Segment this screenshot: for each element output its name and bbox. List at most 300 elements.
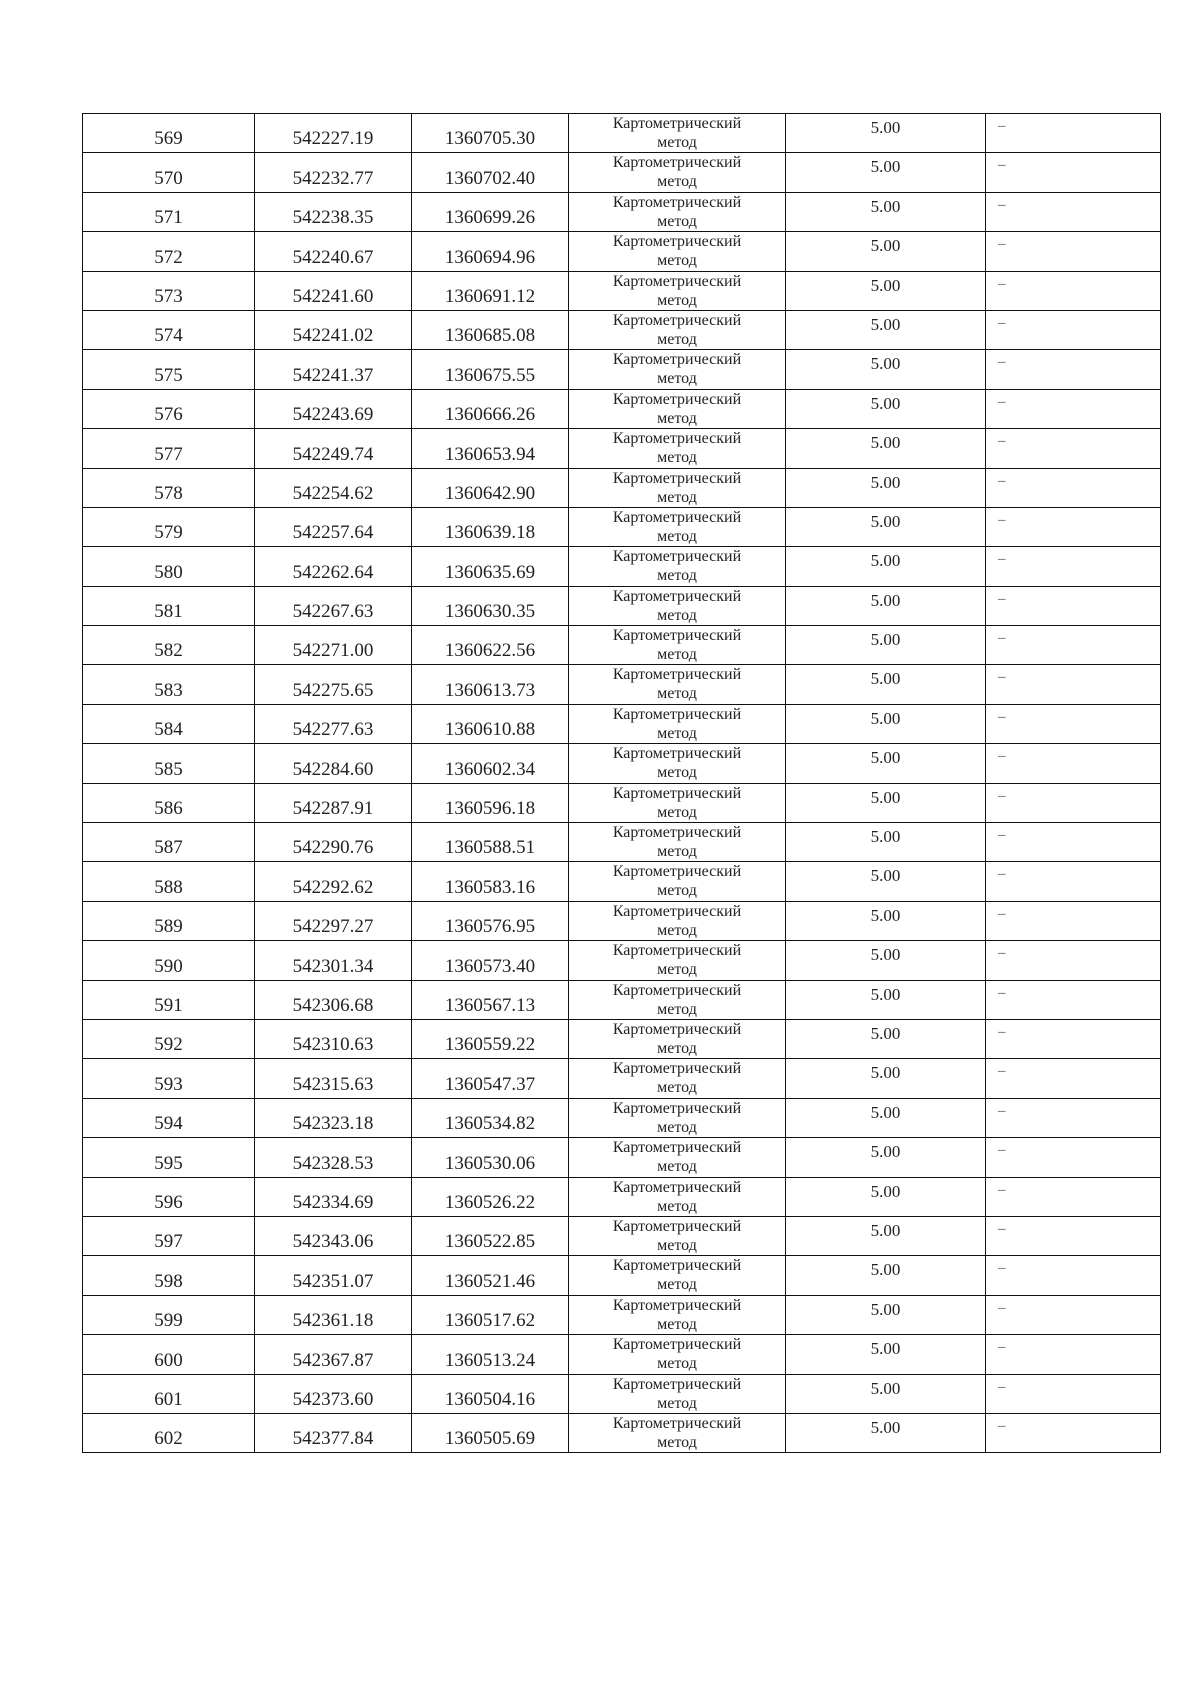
table-row [83,114,1161,153]
x-coordinate-cell: 542297.27 [255,901,412,940]
x-coordinate-cell: 542241.37 [255,350,412,389]
note-cell: – [986,1216,1161,1255]
table-row [83,665,1161,704]
method-line-2: метод [657,291,697,309]
note-cell: – [986,1413,1161,1452]
x-coordinate-cell: 542377.84 [255,1413,412,1452]
method-line-2: метод [657,606,697,624]
y-coordinate-cell: 1360573.40 [412,941,569,980]
method-line-2: метод [657,1000,697,1018]
note-cell: – [986,232,1161,271]
accuracy-cell: 5.00 [786,1019,986,1058]
note-cell: – [986,310,1161,349]
method-cell [569,980,786,1019]
point-number-cell: 578 [83,468,255,507]
method-cell [569,704,786,743]
accuracy-cell: 5.00 [786,1256,986,1295]
method-cell [569,468,786,507]
method-cell [569,586,786,625]
note-cell: – [986,1177,1161,1216]
point-number-cell: 572 [83,232,255,271]
accuracy-cell: 5.00 [786,1138,986,1177]
note-cell: – [986,704,1161,743]
y-coordinate-cell: 1360622.56 [412,626,569,665]
method-line-1: Картометрический [612,745,742,763]
note-cell: – [986,1374,1161,1413]
method-line-2: метод [657,488,697,506]
method-line-2: метод [657,527,697,545]
y-coordinate-cell: 1360613.73 [412,665,569,704]
coordinates-table [82,113,1161,1453]
point-number-cell: 589 [83,901,255,940]
table-row [83,704,1161,743]
method-cell [569,1374,786,1413]
x-coordinate-cell: 542254.62 [255,468,412,507]
y-coordinate-cell: 1360504.16 [412,1374,569,1413]
point-number-cell: 591 [83,980,255,1019]
y-coordinate-cell: 1360705.30 [412,114,569,153]
accuracy-cell: 5.00 [786,1098,986,1137]
note-cell: – [986,1138,1161,1177]
method-line-1: Картометрический [612,1178,742,1196]
x-coordinate-cell: 542275.65 [255,665,412,704]
method-line-1: Картометрический [612,351,742,369]
y-coordinate-cell: 1360588.51 [412,823,569,862]
point-number-cell: 582 [83,626,255,665]
method-line-1: Картометрический [612,1296,742,1314]
coordinates-table-body [83,114,1161,1453]
table-row [83,1295,1161,1334]
note-cell: – [986,271,1161,310]
method-line-2: метод [657,764,697,782]
y-coordinate-cell: 1360642.90 [412,468,569,507]
note-cell: – [986,153,1161,192]
accuracy-cell: 5.00 [786,310,986,349]
point-number-cell: 569 [83,114,255,153]
method-cell [569,1059,786,1098]
accuracy-cell: 5.00 [786,665,986,704]
method-cell [569,744,786,783]
method-line-1: Картометрический [612,705,742,723]
method-line-2: метод [657,370,697,388]
table-row [83,271,1161,310]
point-number-cell: 593 [83,1059,255,1098]
accuracy-cell: 5.00 [786,586,986,625]
point-number-cell: 577 [83,429,255,468]
accuracy-cell: 5.00 [786,192,986,231]
method-line-1: Картометрический [612,1020,742,1038]
method-cell [569,1177,786,1216]
method-line-1: Картометрический [612,587,742,605]
method-line-2: метод [657,252,697,270]
method-line-1: Картометрический [612,627,742,645]
method-line-1: Картометрический [612,430,742,448]
note-cell: – [986,1098,1161,1137]
accuracy-cell: 5.00 [786,153,986,192]
y-coordinate-cell: 1360685.08 [412,310,569,349]
method-line-1: Картометрический [612,193,742,211]
y-coordinate-cell: 1360653.94 [412,429,569,468]
y-coordinate-cell: 1360559.22 [412,1019,569,1058]
x-coordinate-cell: 542373.60 [255,1374,412,1413]
table-row [83,350,1161,389]
accuracy-cell: 5.00 [786,1295,986,1334]
point-number-cell: 575 [83,350,255,389]
note-cell: – [986,862,1161,901]
table-row [83,1177,1161,1216]
table-row [83,1374,1161,1413]
table-row [83,468,1161,507]
y-coordinate-cell: 1360521.46 [412,1256,569,1295]
x-coordinate-cell: 542271.00 [255,626,412,665]
y-coordinate-cell: 1360576.95 [412,901,569,940]
x-coordinate-cell: 542262.64 [255,547,412,586]
y-coordinate-cell: 1360517.62 [412,1295,569,1334]
note-cell: – [986,901,1161,940]
method-line-1: Картометрический [612,942,742,960]
table-row [83,941,1161,980]
accuracy-cell: 5.00 [786,1059,986,1098]
method-line-1: Картометрический [612,390,742,408]
point-number-cell: 585 [83,744,255,783]
y-coordinate-cell: 1360583.16 [412,862,569,901]
method-line-1: Картометрический [612,154,742,172]
table-row [83,389,1161,428]
table-row [83,1138,1161,1177]
method-line-2: метод [657,1118,697,1136]
point-number-cell: 592 [83,1019,255,1058]
y-coordinate-cell: 1360639.18 [412,507,569,546]
note-cell: – [986,114,1161,153]
point-number-cell: 571 [83,192,255,231]
table-row [83,744,1161,783]
method-line-2: метод [657,803,697,821]
method-cell [569,665,786,704]
method-line-2: метод [657,212,697,230]
accuracy-cell: 5.00 [786,468,986,507]
note-cell: – [986,192,1161,231]
table-row [83,232,1161,271]
table-row [83,783,1161,822]
accuracy-cell: 5.00 [786,1177,986,1216]
point-number-cell: 581 [83,586,255,625]
method-line-1: Картометрический [612,902,742,920]
point-number-cell: 586 [83,783,255,822]
accuracy-cell: 5.00 [786,941,986,980]
accuracy-cell: 5.00 [786,783,986,822]
method-line-2: метод [657,961,697,979]
method-line-2: метод [657,1315,697,1333]
x-coordinate-cell: 542241.60 [255,271,412,310]
y-coordinate-cell: 1360699.26 [412,192,569,231]
y-coordinate-cell: 1360635.69 [412,547,569,586]
y-coordinate-cell: 1360567.13 [412,980,569,1019]
y-coordinate-cell: 1360522.85 [412,1216,569,1255]
note-cell: – [986,468,1161,507]
method-line-1: Картометрический [612,272,742,290]
x-coordinate-cell: 542277.63 [255,704,412,743]
x-coordinate-cell: 542249.74 [255,429,412,468]
accuracy-cell: 5.00 [786,114,986,153]
method-line-2: метод [657,921,697,939]
note-cell: – [986,1295,1161,1334]
method-line-1: Картометрический [612,115,742,132]
method-line-2: метод [657,646,697,664]
method-line-2: метод [657,1158,697,1176]
accuracy-cell: 5.00 [786,1216,986,1255]
method-line-1: Картометрический [612,311,742,329]
point-number-cell: 576 [83,389,255,428]
note-cell: – [986,350,1161,389]
accuracy-cell: 5.00 [786,704,986,743]
accuracy-cell: 5.00 [786,1374,986,1413]
method-line-2: метод [657,330,697,348]
method-line-2: метод [657,843,697,861]
point-number-cell: 584 [83,704,255,743]
method-line-2: метод [657,409,697,427]
table-row [83,1059,1161,1098]
accuracy-cell: 5.00 [786,507,986,546]
note-cell: – [986,1019,1161,1058]
note-cell: – [986,783,1161,822]
table-row [83,901,1161,940]
method-line-1: Картометрический [612,1375,742,1393]
method-line-1: Картометрический [612,233,742,251]
method-line-1: Картометрический [612,548,742,566]
table-row [83,1098,1161,1137]
method-cell [569,192,786,231]
note-cell: – [986,1335,1161,1374]
point-number-cell: 597 [83,1216,255,1255]
point-number-cell: 580 [83,547,255,586]
method-cell [569,1335,786,1374]
y-coordinate-cell: 1360505.69 [412,1413,569,1452]
accuracy-cell: 5.00 [786,626,986,665]
note-cell: – [986,941,1161,980]
accuracy-cell: 5.00 [786,429,986,468]
x-coordinate-cell: 542367.87 [255,1335,412,1374]
note-cell: – [986,586,1161,625]
method-line-2: метод [657,134,697,151]
method-cell [569,1413,786,1452]
note-cell: – [986,665,1161,704]
point-number-cell: 594 [83,1098,255,1137]
accuracy-cell: 5.00 [786,744,986,783]
x-coordinate-cell: 542292.62 [255,862,412,901]
method-cell [569,429,786,468]
method-cell [569,232,786,271]
x-coordinate-cell: 542315.63 [255,1059,412,1098]
table-row [83,1216,1161,1255]
table-row [83,192,1161,231]
method-cell [569,823,786,862]
x-coordinate-cell: 542351.07 [255,1256,412,1295]
note-cell: – [986,823,1161,862]
method-line-1: Картометрический [612,784,742,802]
y-coordinate-cell: 1360675.55 [412,350,569,389]
method-line-1: Картометрический [612,1257,742,1275]
point-number-cell: 598 [83,1256,255,1295]
point-number-cell: 602 [83,1413,255,1452]
y-coordinate-cell: 1360596.18 [412,783,569,822]
x-coordinate-cell: 542267.63 [255,586,412,625]
table-row [83,1335,1161,1374]
method-cell [569,507,786,546]
note-cell: – [986,1059,1161,1098]
table-row [83,1413,1161,1452]
method-cell [569,1138,786,1177]
accuracy-cell: 5.00 [786,862,986,901]
method-line-2: метод [657,173,697,191]
method-line-1: Картометрический [612,1139,742,1157]
table-row [83,626,1161,665]
note-cell: – [986,389,1161,428]
accuracy-cell: 5.00 [786,232,986,271]
point-number-cell: 583 [83,665,255,704]
accuracy-cell: 5.00 [786,901,986,940]
point-number-cell: 595 [83,1138,255,1177]
y-coordinate-cell: 1360602.34 [412,744,569,783]
method-line-2: метод [657,1433,697,1451]
method-cell [569,1098,786,1137]
accuracy-cell: 5.00 [786,1413,986,1452]
y-coordinate-cell: 1360630.35 [412,586,569,625]
x-coordinate-cell: 542284.60 [255,744,412,783]
method-line-2: метод [657,1079,697,1097]
note-cell: – [986,429,1161,468]
y-coordinate-cell: 1360513.24 [412,1335,569,1374]
note-cell: – [986,744,1161,783]
table-row [83,547,1161,586]
method-line-2: метод [657,1236,697,1254]
point-number-cell: 573 [83,271,255,310]
x-coordinate-cell: 542361.18 [255,1295,412,1334]
x-coordinate-cell: 542241.02 [255,310,412,349]
accuracy-cell: 5.00 [786,271,986,310]
table-row [83,153,1161,192]
table-row [83,980,1161,1019]
point-number-cell: 590 [83,941,255,980]
x-coordinate-cell: 542257.64 [255,507,412,546]
note-cell: – [986,626,1161,665]
table-row [83,310,1161,349]
method-line-2: метод [657,882,697,900]
point-number-cell: 570 [83,153,255,192]
method-line-1: Картометрический [612,824,742,842]
method-cell [569,389,786,428]
x-coordinate-cell: 542328.53 [255,1138,412,1177]
method-line-2: метод [657,685,697,703]
x-coordinate-cell: 542243.69 [255,389,412,428]
method-line-2: метод [657,724,697,742]
accuracy-cell: 5.00 [786,1335,986,1374]
method-line-2: метод [657,1197,697,1215]
x-coordinate-cell: 542287.91 [255,783,412,822]
method-cell [569,547,786,586]
table-row [83,429,1161,468]
method-line-1: Картометрический [612,1414,742,1432]
x-coordinate-cell: 542240.67 [255,232,412,271]
note-cell: – [986,547,1161,586]
method-cell [569,1256,786,1295]
method-line-2: метод [657,1394,697,1412]
x-coordinate-cell: 542227.19 [255,114,412,153]
method-line-1: Картометрический [612,981,742,999]
point-number-cell: 600 [83,1335,255,1374]
method-line-2: метод [657,1355,697,1373]
method-cell [569,1019,786,1058]
x-coordinate-cell: 542334.69 [255,1177,412,1216]
note-cell: – [986,980,1161,1019]
method-cell [569,862,786,901]
method-cell [569,271,786,310]
y-coordinate-cell: 1360666.26 [412,389,569,428]
method-line-2: метод [657,1276,697,1294]
table-row [83,1256,1161,1295]
y-coordinate-cell: 1360691.12 [412,271,569,310]
y-coordinate-cell: 1360694.96 [412,232,569,271]
table-row [83,1019,1161,1058]
method-line-1: Картометрический [612,1099,742,1117]
method-line-1: Картометрический [612,469,742,487]
accuracy-cell: 5.00 [786,980,986,1019]
point-number-cell: 587 [83,823,255,862]
table-row [83,862,1161,901]
method-cell [569,783,786,822]
method-line-2: метод [657,449,697,467]
accuracy-cell: 5.00 [786,389,986,428]
table-row [83,586,1161,625]
method-cell [569,1216,786,1255]
point-number-cell: 596 [83,1177,255,1216]
point-number-cell: 574 [83,310,255,349]
method-line-1: Картометрический [612,863,742,881]
method-cell [569,901,786,940]
y-coordinate-cell: 1360702.40 [412,153,569,192]
x-coordinate-cell: 542238.35 [255,192,412,231]
accuracy-cell: 5.00 [786,547,986,586]
y-coordinate-cell: 1360526.22 [412,1177,569,1216]
point-number-cell: 599 [83,1295,255,1334]
y-coordinate-cell: 1360547.37 [412,1059,569,1098]
method-cell [569,1295,786,1334]
method-cell [569,626,786,665]
method-line-1: Картометрический [612,1060,742,1078]
note-cell: – [986,1256,1161,1295]
y-coordinate-cell: 1360610.88 [412,704,569,743]
method-line-2: метод [657,567,697,585]
point-number-cell: 601 [83,1374,255,1413]
y-coordinate-cell: 1360534.82 [412,1098,569,1137]
point-number-cell: 579 [83,507,255,546]
y-coordinate-cell: 1360530.06 [412,1138,569,1177]
method-line-1: Картометрический [612,666,742,684]
method-cell [569,153,786,192]
x-coordinate-cell: 542232.77 [255,153,412,192]
point-number-cell: 588 [83,862,255,901]
accuracy-cell: 5.00 [786,350,986,389]
x-coordinate-cell: 542343.06 [255,1216,412,1255]
x-coordinate-cell: 542306.68 [255,980,412,1019]
note-cell: – [986,507,1161,546]
method-cell [569,114,786,153]
table-row [83,507,1161,546]
x-coordinate-cell: 542290.76 [255,823,412,862]
x-coordinate-cell: 542301.34 [255,941,412,980]
method-cell [569,941,786,980]
x-coordinate-cell: 542323.18 [255,1098,412,1137]
method-line-1: Картометрический [612,508,742,526]
